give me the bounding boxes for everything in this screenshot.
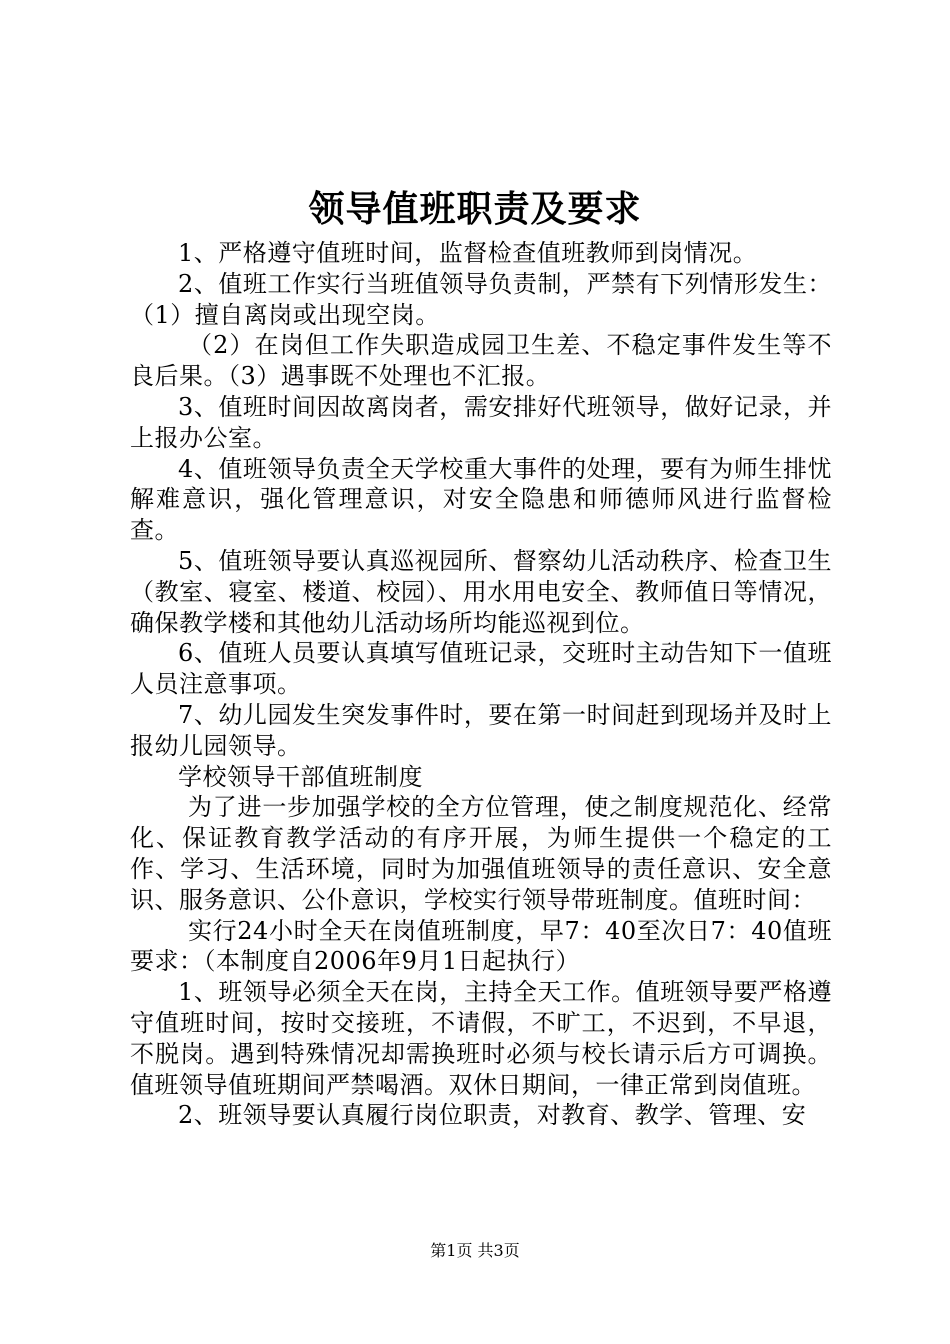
page-footer: 第1页 共3页 — [430, 1241, 520, 1260]
document-title: 领导值班职责及要求 — [308, 188, 642, 230]
document-body — [130, 238, 832, 1131]
paragraph-duty-4: 4、值班领导负责全天学校重大事件的处理，要有为师生排忧解难意识，强化管理意识，对安全隐患和师德师风进行监督检查。 — [130, 454, 832, 545]
paragraph-duty-2: 2、值班工作实行当班值领导负责制，严禁有下列情形发生：（1）擅自离岗或出现空岗。 — [130, 269, 832, 329]
paragraph-duty-5: 5、值班领导要认真巡视园所、督察幼儿活动秩序、检查卫生（教室、寝室、楼道、校园）、用水用电安全、教师值日等情况，确保教学楼和其他幼儿活动场所均能巡视到位。 — [130, 546, 832, 637]
paragraph-duty-1: 1、严格遵守值班时间，监督检查值班教师到岗情况。 — [178, 239, 758, 267]
paragraph-duty-3: 3、值班时间因故离岗者，需安排好代班领导，做好记录，并上报办公室。 — [130, 392, 832, 452]
paragraph-duty-2-cont: （2）在岗但工作失职造成园卫生差、不稳定事件发生等不良后果。（3）遇事既不处理也不汇报。 — [130, 331, 832, 391]
paragraph-duty-6: 6、值班人员要认真填写值班记录，交班时主动告知下一值班人员注意事项。 — [130, 639, 832, 699]
paragraph-intro: 为了进一步加强学校的全方位管理，使之制度规范化、经常化、保证教育教学活动的有序开展，为师生提供一个稳定的工作、学习、生活环境，同时为加强值班领导的责任意识、安全意识、服务意识、公仆意识，学校实行领导带班制度。值班时间： — [130, 793, 832, 914]
paragraph-requirement-1: 1、班领导必须全天在岗，主持全天工作。值班领导要严格遵守值班时间，按时交接班，不请假，不旷工，不迟到，不早退，不脱岗。遇到特殊情况却需换班时必须与校长请示后方可调换。值班领导值班期间严禁喝酒。双休日期间，一律正常到岗值班。 — [130, 978, 832, 1099]
paragraph-schedule: 实行24小时全天在岗值班制度，早7：40至次日7：40值班要求：（本制度自2006年9月1日起执行） — [130, 916, 832, 976]
section-heading: 学校领导干部值班制度 — [178, 762, 423, 791]
paragraph-duty-7: 7、幼儿园发生突发事件时，要在第一时间赶到现场并及时上报幼儿园领导。 — [130, 700, 832, 760]
paragraph-requirement-2: 2、班领导要认真履行岗位职责，对教育、教学、管理、安 — [178, 1101, 807, 1130]
